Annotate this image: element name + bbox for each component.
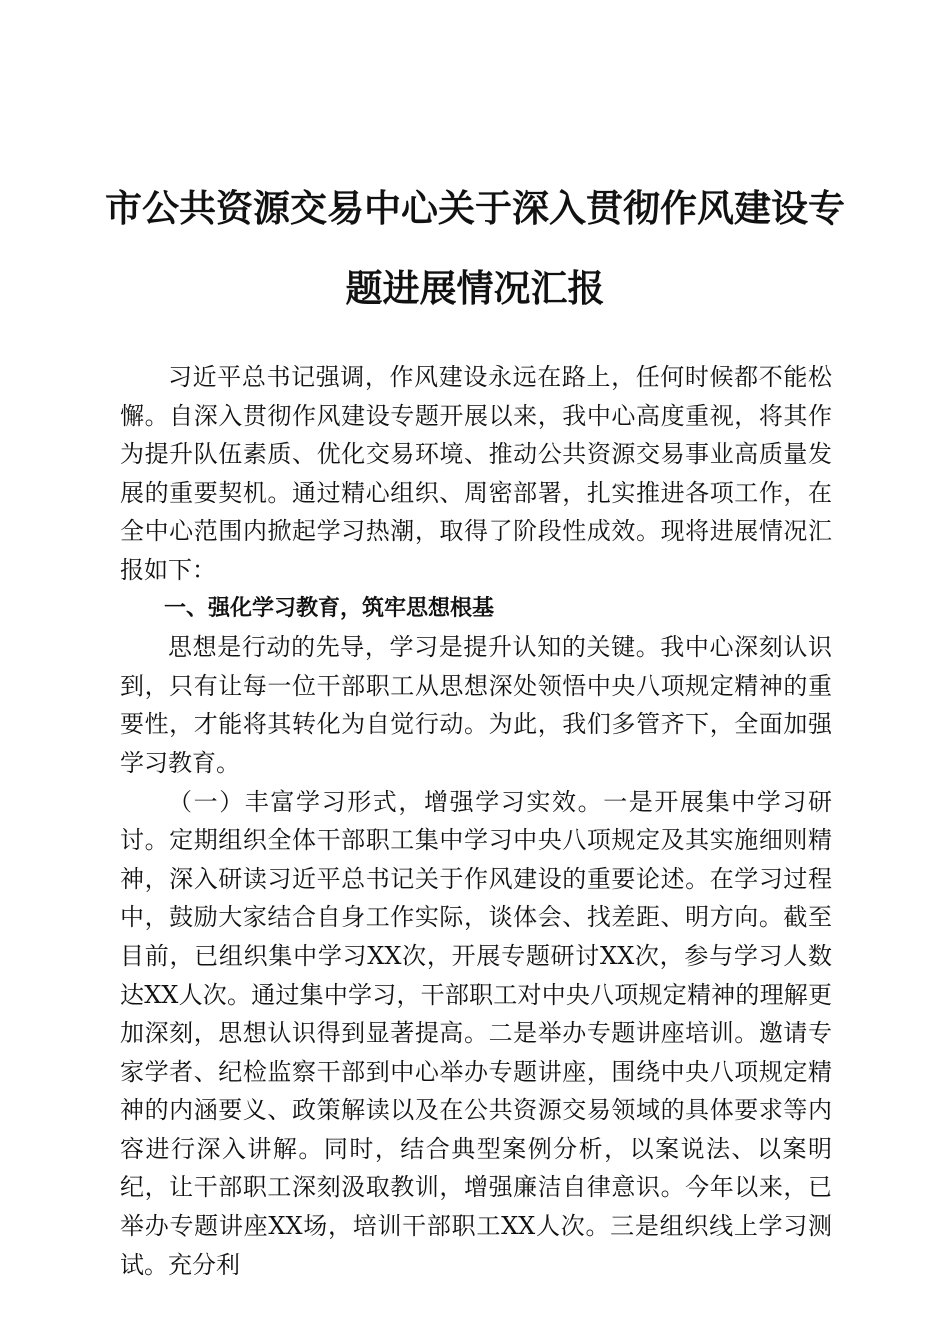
section-heading-1: 一、强化学习教育，筑牢思想根基 (164, 595, 495, 621)
document-title: 市公共资源交易中心关于深入贯彻作风建设专题进展情况汇报 (105, 186, 845, 310)
subsection-1-paragraph: （一）丰富学习形式，增强学习实效。一是开展集中学习研讨。定期组织全体干部职工集中学习中央八项规定及其实施细则精神，深入研读习近平总书记关于作风建设的重要论述。在学习过程中，鼓励大家结合自身工作实际，谈体会、找差距、明方向。截至目前，已组织集中学习XX次，开展专题研讨XX次，参与学习人数达XX人次。通过集中学习，干部职工对中央八项规定精神的理解更加深刻，思想认识得到显著提高。二是举办专题讲座培训。邀请专家学者、纪检监察干部到中心举办专题讲座，围绕中央八项规定精神的内涵要义、政策解读以及在公共资源交易领域的具体要求等内容进行深入讲解。同时，结合典型案例分析，以案说法、以案明纪，让干部职工深刻汲取教训，增强廉洁自律意识。今年以来，已举办专题讲座XX场，培训干部职工XX人次。三是组织线上学习测试。充分利 (120, 787, 832, 1279)
intro-paragraph: 习近平总书记强调，作风建设永远在路上，任何时候都不能松懈。自深入贯彻作风建设专题开展以来，我中心高度重视，将其作为提升队伍素质、优化交易环境、推动公共资源交易事业高质量发展的重要契机。通过精心组织、周密部署，扎实推进各项工作，在全中心范围内掀起学习热潮，取得了阶段性成效。现将进展情况汇报如下： (120, 363, 832, 584)
document-body (120, 358, 832, 1284)
section-1-paragraph: 思想是行动的先导，学习是提升认知的关键。我中心深刻认识到，只有让每一位干部职工从思想深处领悟中央八项规定精神的重要性，才能将其转化为自觉行动。为此，我们多管齐下，全面加强学习教育。 (120, 633, 832, 777)
